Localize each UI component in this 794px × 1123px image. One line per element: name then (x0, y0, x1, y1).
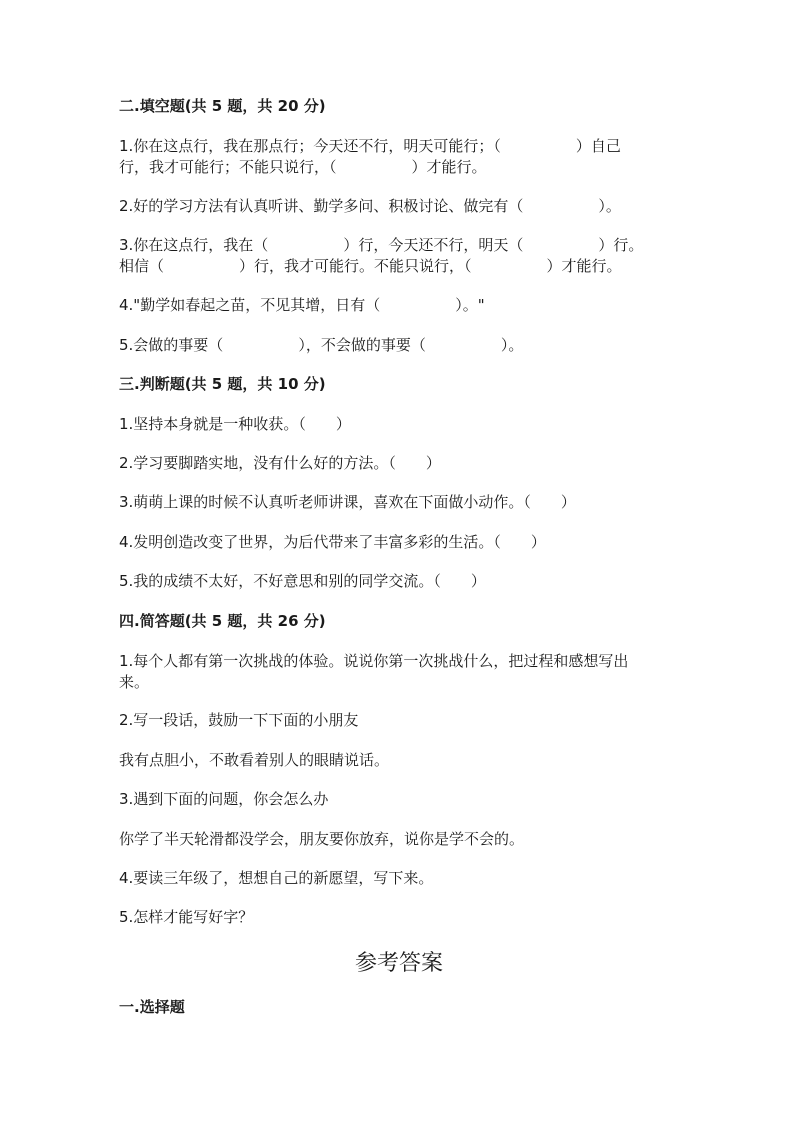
fill-question-3-line-2: 相信（ ）行，我才可能行。不能只说行，（ ）才能行。 (119, 257, 622, 275)
fill-question-1-line-2: 行，我才可能行；不能只说行，（ ）才能行。 (119, 158, 487, 176)
answer-section-heading-choice: 一.选择题 (119, 998, 185, 1016)
judge-question-1: 1.坚持本身就是一种收获。（ ） (119, 415, 351, 433)
fill-question-3-line-1: 3.你在这点行，我在（ ）行，今天还不行，明天（ ）行。 (119, 236, 644, 254)
judge-question-5: 5.我的成绩不太好，不好意思和别的同学交流。（ ） (119, 572, 486, 590)
section-heading-true-false: 三.判断题(共 5 题，共 10 分) (119, 375, 326, 393)
section-heading-short-answer: 四.简答题(共 5 题，共 26 分) (119, 612, 326, 630)
short-question-1-line-2: 来。 (119, 673, 150, 691)
short-question-4: 4.要读三年级了，想想自己的新愿望，写下来。 (119, 869, 434, 887)
judge-question-2: 2.学习要脚踏实地，没有什么好的方法。（ ） (119, 454, 441, 472)
fill-question-2: 2.好的学习方法有认真听讲、勤学多问、积极讨论、做完有（ ）。 (119, 197, 621, 215)
fill-question-4: 4."勤学如春起之苗，不见其增，日有（ ）。" (119, 296, 485, 314)
section-heading-fill-blank: 二.填空题(共 5 题，共 20 分) (119, 97, 326, 115)
short-question-2: 2.写一段话，鼓励一下下面的小朋友 (119, 711, 359, 729)
fill-question-5: 5.会做的事要（ ），不会做的事要（ ）。 (119, 336, 524, 354)
short-question-3-scenario: 你学了半天轮滑都没学会，朋友要你放弃，说你是学不会的。 (119, 830, 525, 848)
answer-key-title: 参考答案 (354, 951, 443, 976)
fill-question-1-line-1: 1.你在这点行，我在那点行；今天还不行，明天可能行；（ ）自己 (119, 137, 621, 155)
judge-question-3: 3.萌萌上课的时候不认真听老师讲课，喜欢在下面做小动作。（ ） (119, 493, 576, 511)
short-question-1-line-1: 1.每个人都有第一次挑战的体验。说说你第一次挑战什么，把过程和感想写出 (119, 652, 629, 670)
short-question-5: 5.怎样才能写好字？ (119, 908, 254, 926)
short-question-2-scenario: 我有点胆小，不敢看着别人的眼睛说话。 (119, 751, 390, 769)
judge-question-4: 4.发明创造改变了世界，为后代带来了丰富多彩的生活。（ ） (119, 533, 546, 551)
short-question-3: 3.遇到下面的问题，你会怎么办 (119, 790, 329, 808)
